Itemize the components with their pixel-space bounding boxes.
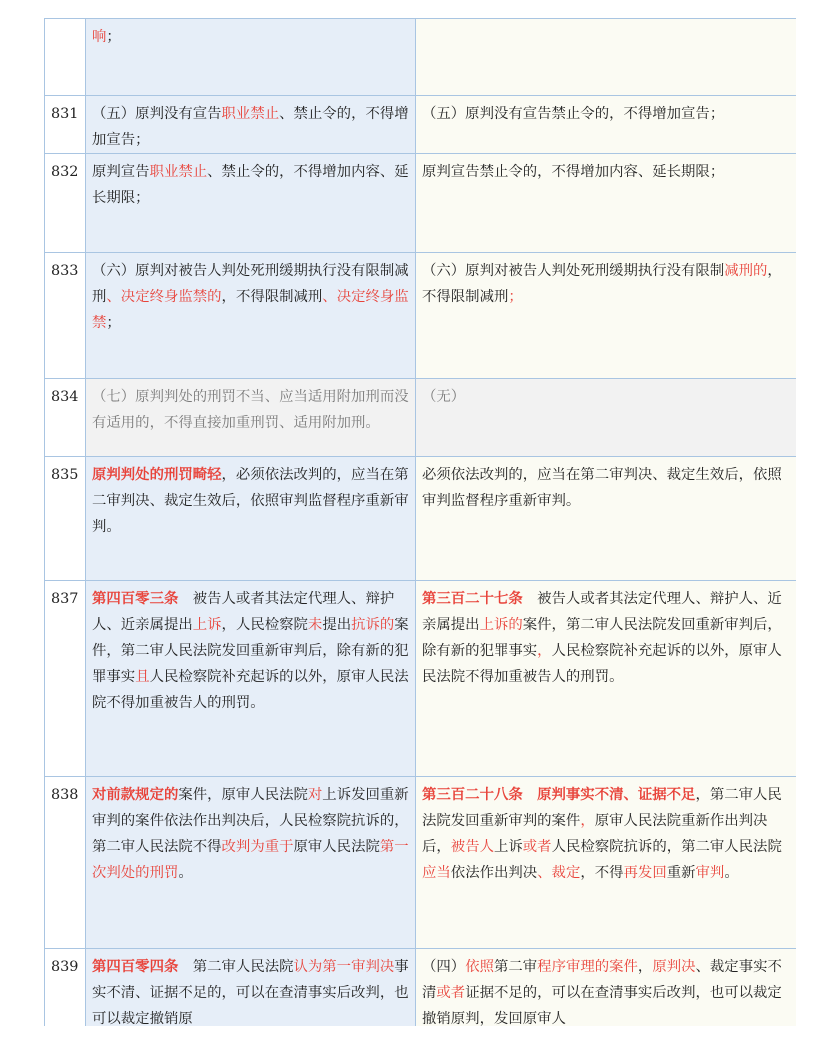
text-segment: 。 (178, 865, 193, 881)
highlighted-text: 再发回 (623, 865, 667, 881)
text-segment: （六）原判对被告人判处死刑缓期执行没有限制减刑 (92, 263, 409, 305)
highlighted-text: 第三百二十七条 (422, 590, 523, 607)
text-segment: 第二审人民法院 (178, 959, 294, 975)
text-segment: 案件，第二审人民法院发回重新审判后，除有新的犯罪事实 (422, 617, 782, 659)
highlighted-text: 第一次判处的刑罚 (92, 839, 409, 881)
comparison-document (44, 18, 796, 1026)
row-number: 834 (45, 379, 86, 457)
highlighted-text: 或者 (436, 985, 466, 1001)
table-row (45, 581, 797, 777)
comparison-table (44, 18, 796, 1026)
text-segment: 原判宣告 (92, 164, 150, 180)
text-segment: ，第二审人民法院发回重新审判的案件 (422, 787, 782, 829)
text-segment: （六）原判对被告人判处死刑缓期执行没有限制 (422, 263, 725, 279)
text-segment: （五）原判没有宣告禁止令的，不得增加宣告； (422, 106, 725, 122)
old-provision-text (416, 379, 797, 457)
old-provision-text (416, 949, 797, 1027)
highlighted-text: 第四百零三条 (92, 590, 179, 607)
highlighted-text: 上诉的 (479, 617, 523, 633)
text-segment: 、禁止令的，不得增加内容、延长期限； (92, 164, 409, 206)
row-number: 835 (45, 457, 86, 581)
highlighted-text: 职业禁止 (149, 164, 208, 180)
highlighted-text: ， (537, 643, 552, 659)
text-segment: ， (637, 959, 653, 975)
new-provision-text (86, 96, 416, 154)
text-segment: 案件，第二审人民法院发回重新审判后，除有新的犯罪事实 (92, 617, 409, 685)
highlighted-text: 对 (307, 787, 323, 803)
old-provision-text (416, 581, 797, 777)
new-provision-text (86, 457, 416, 581)
highlighted-text: 原判判处的刑罚畸轻 (92, 466, 222, 483)
new-provision-text (86, 19, 416, 96)
new-provision-text (86, 777, 416, 949)
table-row (45, 457, 797, 581)
highlighted-text: 认为第一审判决 (293, 959, 395, 975)
new-provision-text (86, 581, 416, 777)
highlighted-text: 改判为重于 (221, 839, 294, 855)
text-segment: ，不得 (580, 865, 624, 881)
text-segment: ； (106, 315, 121, 331)
new-provision-text (86, 154, 416, 253)
highlighted-text: ； (508, 289, 523, 305)
text-segment: ，必须依法改判的，应当在第二审判决、裁定生效后，依照审判监督程序重新审判。 (92, 467, 409, 535)
highlighted-text: 、决定终身监禁的 (106, 289, 222, 305)
table-row (45, 949, 797, 1027)
highlighted-text: 第三百二十八条 原判事实不清、证据不足 (422, 786, 696, 803)
highlighted-text: 未 (307, 617, 323, 633)
highlighted-text: 响 (92, 29, 107, 45)
row-number: 831 (45, 96, 86, 154)
text-segment: 原审人民法院 (293, 839, 380, 855)
text-segment: 人民检察院补充起诉的以外，原审人民法院不得加重被告人的刑罚。 (92, 669, 409, 711)
old-provision-text (416, 777, 797, 949)
old-provision-text (416, 154, 797, 253)
text-segment: 人民检察院补充起诉的以外，原审人民法院不得加重被告人的刑罚。 (422, 643, 782, 685)
text-segment: 。 (724, 865, 739, 881)
text-segment: 必须依法改判的，应当在第二审判决、裁定生效后，依照审判监督程序重新审判。 (422, 467, 782, 509)
text-segment: 原审人民法院重新作出判决后， (422, 813, 768, 855)
highlighted-text: 依照 (465, 959, 494, 975)
highlighted-text: 被告人 (450, 839, 494, 855)
old-provision-text (416, 96, 797, 154)
table-row (45, 253, 797, 379)
old-provision-text (416, 457, 797, 581)
text-segment: 上诉发回重新审判的案件依法作出判决后，人民检察院抗诉的，第二审人民法院不得 (92, 787, 409, 855)
text-segment: （四） (422, 959, 466, 975)
text-segment: （五）原判没有宣告 (92, 106, 222, 122)
text-segment: 第二审 (493, 959, 538, 975)
text-segment: 重新 (666, 865, 696, 881)
highlighted-text: 减刑的 (724, 263, 768, 279)
text-segment: 被告人或者其法定代理人、辩护人、近亲属提出 (92, 591, 395, 633)
new-provision-text (86, 253, 416, 379)
new-provision-text (86, 379, 416, 457)
highlighted-text: ， (580, 813, 595, 829)
table-row (45, 379, 797, 457)
table-row (45, 777, 797, 949)
new-provision-text (86, 949, 416, 1027)
row-number: 832 (45, 154, 86, 253)
highlighted-text: 对前款规定的 (92, 786, 179, 803)
highlighted-text: 程序审理的案件 (537, 959, 638, 975)
text-segment: 证据不足的，可以在查清事实后改判，也可以裁定撤销原判，发回原审人 (422, 985, 782, 1026)
text-segment: 人民检察院抗诉的，第二审人民法院 (551, 839, 782, 855)
text-segment: （七）原判判处的刑罚不当、应当适用附加刑而没有适用的，不得直接加重刑罚、适用附加刑。 (92, 389, 409, 431)
text-segment: 、禁止令的，不得增加宣告； (92, 106, 409, 148)
highlighted-text: 原判决 (652, 959, 696, 975)
text-segment: 上诉 (493, 839, 523, 855)
text-segment: ，不得限制减刑 (422, 263, 782, 305)
text-segment: ，人民检察院 (221, 617, 308, 633)
highlighted-text: 职业禁止 (221, 106, 280, 122)
table-row (45, 19, 797, 96)
row-number: 838 (45, 777, 86, 949)
text-segment: 案件，原审人民法院 (178, 787, 308, 803)
text-segment: 事实不清、证据不足的，可以在查清事实后改判，也可以裁定撤销原 (92, 959, 409, 1026)
table-row (45, 154, 797, 253)
highlighted-text: 或者 (522, 839, 552, 855)
text-segment: ； (106, 29, 121, 45)
row-number: 837 (45, 581, 86, 777)
text-segment: 被告人或者其法定代理人、辩护人、近亲属提出 (422, 591, 782, 633)
old-provision-text (416, 19, 797, 96)
highlighted-text: 、裁定 (537, 865, 581, 881)
text-segment: ，不得限制减刑 (221, 289, 323, 305)
row-number: 839 (45, 949, 86, 1027)
highlighted-text: 应当 (422, 865, 451, 881)
text-segment: 原判宣告禁止令的，不得增加内容、延长期限； (422, 164, 725, 180)
row-number (45, 19, 86, 96)
text-segment: （无） (422, 389, 466, 405)
old-provision-text (416, 253, 797, 379)
highlighted-text: 且 (135, 669, 150, 685)
highlighted-text: 审判 (695, 865, 725, 881)
text-segment: 提出 (322, 617, 352, 633)
highlighted-text: 第四百零四条 (92, 958, 179, 975)
highlighted-text: 、决定终身监禁 (92, 289, 409, 331)
highlighted-text: 抗诉的 (351, 617, 395, 633)
table-row (45, 96, 797, 154)
highlighted-text: 上诉 (192, 617, 222, 633)
row-number: 833 (45, 253, 86, 379)
text-segment: 、裁定事实不清 (422, 959, 782, 1001)
text-segment: 依法作出判决 (450, 865, 538, 881)
